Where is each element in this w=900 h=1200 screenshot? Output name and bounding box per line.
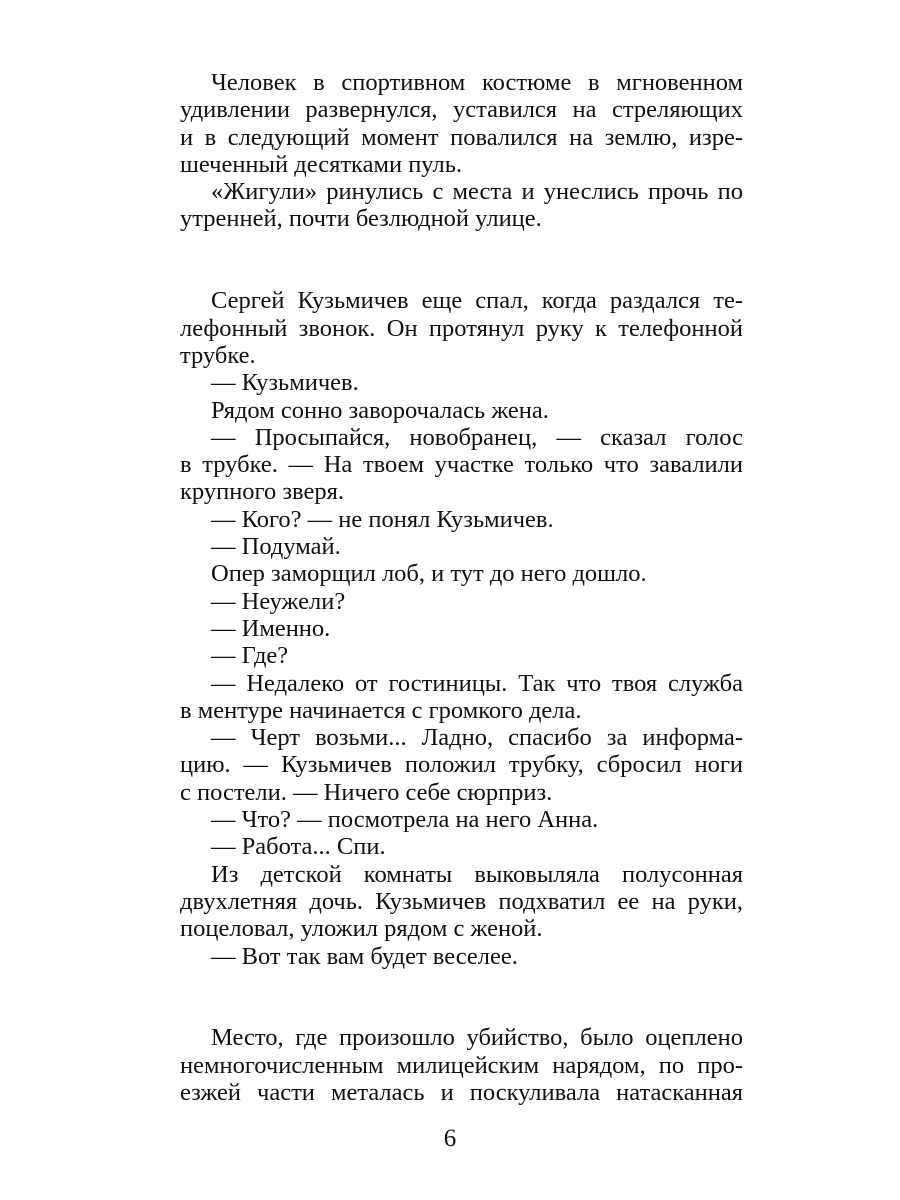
- text-line: — Недалеко от гостиницы. Так что твоя служба: [211, 669, 743, 697]
- text-line: Рядом сонно заворочалась жена.: [211, 396, 549, 424]
- text-line: — Где?: [211, 642, 289, 670]
- text-line: — Черт возьми... Ладно, спасибо за информа-: [211, 724, 743, 752]
- text-line: крупного зверя.: [180, 478, 344, 506]
- text-line: — Просыпайся, новобранец, — сказал голос: [211, 423, 743, 451]
- text-line: в трубке. — На твоем участке только что завалили: [180, 451, 743, 479]
- text-line: с постели. — Ничего себе сюрприз.: [180, 778, 553, 806]
- text-line: Из детской комнаты выковыляла полусонная: [211, 860, 743, 888]
- text-line: немногочисленным милицейским нарядом, по про-: [180, 1051, 743, 1079]
- text-line: трубке.: [180, 341, 256, 369]
- section-break: [180, 233, 743, 288]
- text-line: Человек в спортивном костюме в мгновенном: [211, 69, 743, 96]
- text-line: двухлетняя дочь. Кузьмичев подхватил ее на руки,: [180, 887, 743, 915]
- text-line: — Что? — посмотрела на него Анна.: [211, 806, 599, 834]
- text-line: Опер заморщил лоб, и тут до него дошло.: [211, 560, 647, 588]
- text-line: — Именно.: [211, 614, 331, 642]
- text-line: «Жигули» ринулись с места и унеслись прочь по: [211, 178, 743, 206]
- text-section: [180, 1024, 743, 1106]
- text-line: поцеловал, уложил рядом с женой.: [180, 915, 543, 943]
- text-line: и в следующий момент повалился на землю, изре-: [180, 123, 743, 151]
- text-line: Место, где произошло убийство, было оцеплено: [211, 1024, 743, 1052]
- section-break: [180, 970, 743, 1025]
- page-text-block: [180, 69, 743, 1106]
- text-line: в ментуре начинается с громкого дела.: [180, 696, 582, 724]
- text-line: Сергей Кузьмичев еще спал, когда раздался те-: [211, 287, 743, 315]
- text-line: удивлении развернулся, уставился на стреляющих: [180, 96, 743, 124]
- text-line: лефонный звонок. Он протянул руку к телефонной: [180, 314, 743, 342]
- text-line: цию. — Кузьмичев положил трубку, сбросил ноги: [180, 751, 743, 779]
- text-line: — Подумай.: [211, 533, 341, 561]
- text-section: [180, 287, 743, 969]
- text-line: утренней, почти безлюдной улице.: [180, 205, 542, 233]
- text-line: — Работа... Спи.: [211, 833, 386, 861]
- text-line: езжей части металась и поскуливала натасканная: [180, 1078, 743, 1106]
- text-line: — Кузьмичев.: [211, 369, 359, 397]
- text-section: [180, 69, 743, 233]
- page-number: 6: [443, 1125, 457, 1152]
- text-line: — Вот так вам будет веселее.: [211, 942, 518, 970]
- text-line: — Неужели?: [211, 587, 346, 615]
- text-line: — Кого? — не понял Кузьмичев.: [211, 505, 554, 533]
- text-line: шеченный десятками пуль.: [180, 150, 463, 178]
